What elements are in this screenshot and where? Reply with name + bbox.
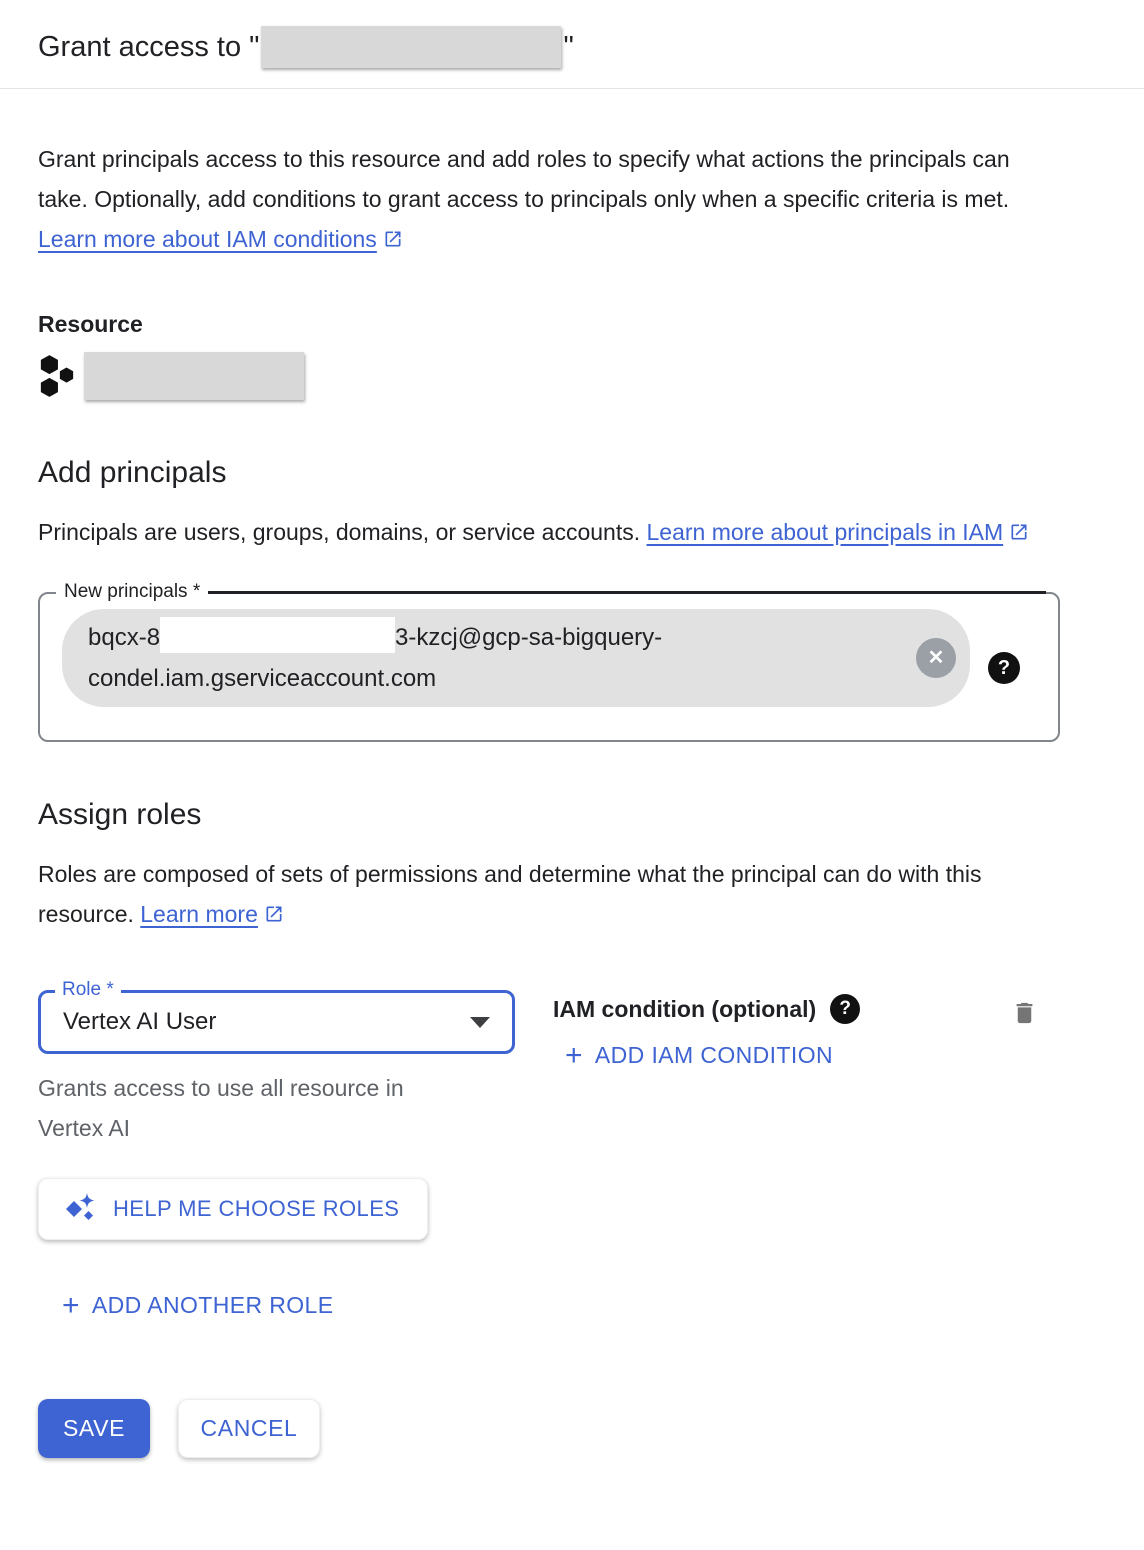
iam-condition-label: IAM condition (optional) [553,995,817,1022]
redacted-resource-value [84,352,304,400]
new-principals-label: New principals * [56,581,208,603]
role-helper-text: Grants access to use all resource in Vertex AI [38,1075,404,1141]
principals-help-icon[interactable]: ? [988,652,1020,684]
remove-principal-button[interactable]: ✕ [916,638,956,678]
page-title-prefix: Grant access to " [38,30,260,63]
redacted-email-segment [160,617,395,653]
add-iam-condition-button[interactable]: + ADD IAM CONDITION [565,1038,834,1072]
role-select[interactable] [38,979,515,1054]
gemini-sparkle-icon [63,1192,97,1226]
intro-text [38,139,1050,259]
trash-icon [1011,998,1038,1028]
principal-chip [62,609,970,707]
dialog-header [0,0,1144,88]
external-link-icon [264,904,284,924]
dialog-body [0,139,1144,1458]
role-select-value: Vertex AI User [63,1008,217,1035]
intro-description: Grant principals access to this resource and add roles to specify what actions the principals can take. Optionally, add conditions to grant access to principals only when a specific criteria is met. [38,146,1010,212]
learn-more-roles-link[interactable]: Learn more [140,901,284,927]
page-title [38,26,1106,68]
plus-icon: + [62,1288,80,1322]
page-title-suffix: " [563,30,574,63]
plus-icon: + [565,1038,583,1072]
role-assignment-row [38,979,1106,1148]
iam-condition-section [553,990,860,1072]
add-principals-heading: Add principals [38,456,227,489]
header-divider [0,88,1144,89]
save-button[interactable]: SAVE [38,1399,150,1458]
principal-email-line1: bqcx-8 3-kzcj@gcp-sa-bigquery- [88,617,900,658]
new-principals-field[interactable] [38,581,1060,742]
resource-heading: Resource [38,311,143,337]
principals-description: Principals are users, groups, domains, or service accounts. Learn more about principals in IAM [38,512,1050,552]
help-me-choose-roles-button[interactable]: HELP ME CHOOSE ROLES [38,1178,428,1240]
roles-description: Roles are composed of sets of permissions and determine what the principal can do with this resource. Learn more [38,861,982,927]
principal-email-line2: condel.iam.gserviceaccount.com [88,665,437,692]
new-principals-notch [56,581,1046,603]
chevron-down-icon [470,1017,490,1028]
add-another-role-button[interactable]: + ADD ANOTHER ROLE [62,1288,334,1322]
resource-section [38,311,1106,400]
redacted-resource-name [261,26,561,68]
learn-more-iam-conditions-link[interactable]: Learn more about IAM conditions [38,226,403,252]
resource-hexagons-icon [38,353,76,399]
cancel-button[interactable]: CANCEL [178,1399,320,1458]
notch-line [208,591,1046,594]
role-select-label: Role * [55,979,121,1001]
dialog-footer [38,1399,1106,1458]
iam-condition-help-icon[interactable]: ? [830,994,860,1024]
delete-role-button[interactable] [1011,998,1038,1031]
external-link-icon [383,229,403,249]
assign-roles-heading: Assign roles [38,798,202,831]
external-link-icon [1009,522,1029,542]
learn-more-principals-link[interactable]: Learn more about principals in IAM [647,519,1030,545]
